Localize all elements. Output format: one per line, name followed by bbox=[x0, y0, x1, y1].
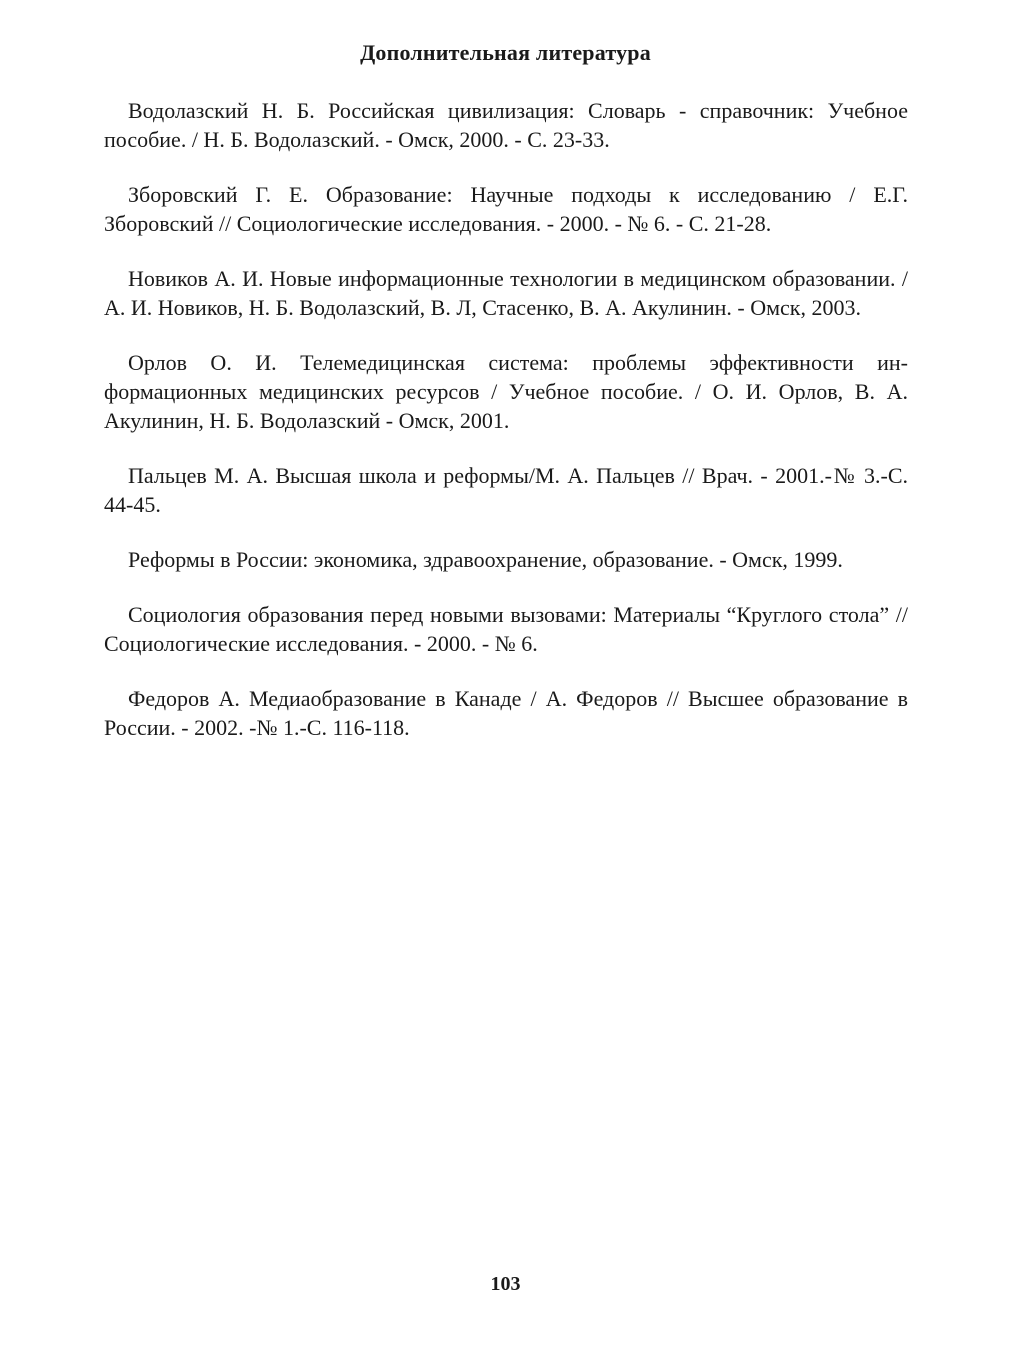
reference-list bbox=[104, 96, 908, 768]
section-heading: Дополнительная литература bbox=[360, 40, 651, 65]
reference-item: Зборовский Г. Е. Образование: Научные подходы к исследованию / Е.Г. Зборовский // Социологические исследования. - 2000. - № 6. - С. 21-28. bbox=[104, 182, 908, 236]
reference-item: Реформы в России: экономика, здравоохранение, образование. - Омск, 1999. bbox=[128, 547, 843, 572]
reference-item: Федоров А. Медиаобразование в Канаде / А. Федоров // Высшее образование в России. - 2002. -№ 1.-С. 116-118. bbox=[104, 686, 908, 740]
reference-item: Пальцев М. А. Высшая школа и реформы/М. А. Пальцев // Врач. - 2001.-№ 3.-С. 44-45. bbox=[104, 463, 908, 517]
page-number: 103 bbox=[490, 1273, 521, 1295]
reference-item: Новиков А. И. Новые информационные технологии в медицинском образовании. / А. И. Новиков, Н. Б. Водолазский, В. Л, Стасенко, В. А. Акулинин. - Омск, 2003. bbox=[104, 266, 908, 320]
reference-item: Водолазский Н. Б. Российская цивилизация: Словарь - справочник: Учебное пособие. / Н. Б. Водолазский. - Омск, 2000. - С. 23-33. bbox=[104, 98, 908, 152]
reference-item: Социология образования перед новыми вызовами: Материалы “Круглого стола” // Социологические исследования. - 2000. - № 6. bbox=[104, 602, 908, 656]
reference-item: Орлов О. И. Телемедицинская система: проблемы эффективности информационных медицинских ресурсов / Учебное пособие. / О. И. Орлов, В. А. Акулинин, Н. Б. Водолазский - Омск, 2001. bbox=[104, 350, 908, 433]
